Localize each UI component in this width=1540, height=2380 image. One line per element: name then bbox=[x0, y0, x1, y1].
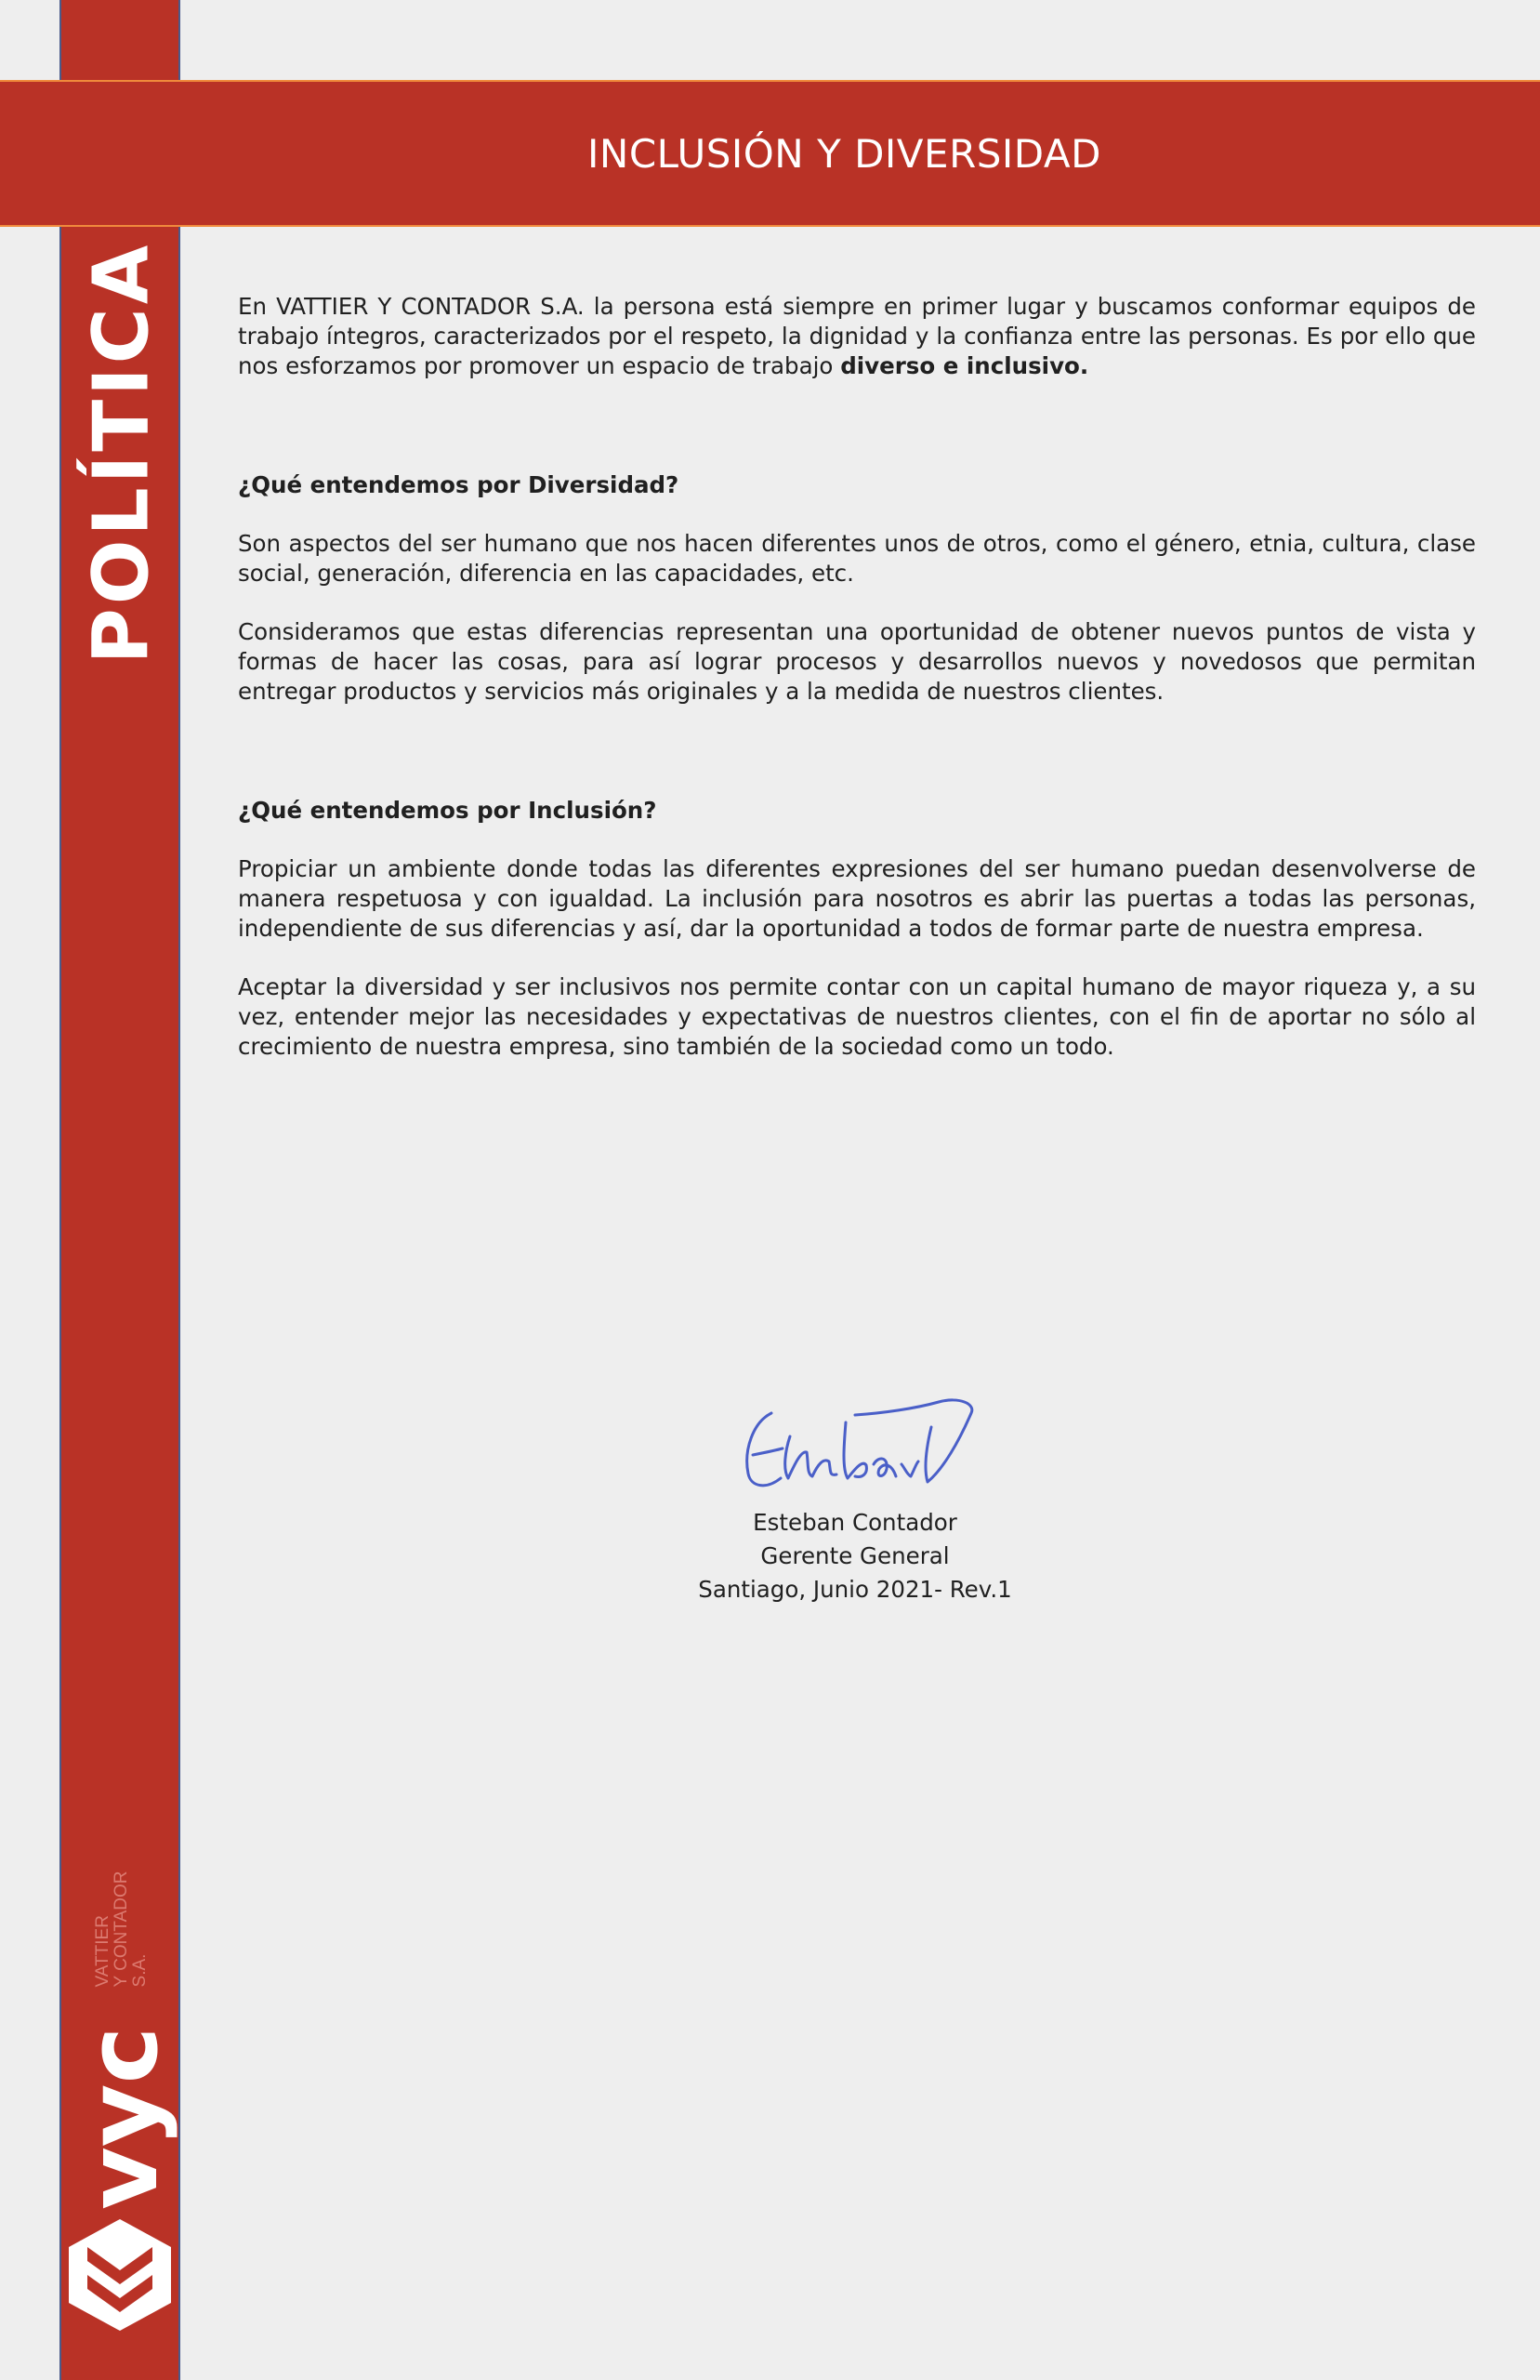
logo-text-line: Y CONTADOR bbox=[112, 1871, 131, 1988]
company-logo bbox=[59, 1873, 180, 2338]
page-title: INCLUSIÓN Y DIVERSIDAD bbox=[587, 130, 1101, 177]
intro-text: En VATTIER Y CONTADOR S.A. la persona está siempre en primer lugar y buscamos conformar equipos de trabajo íntegros, caracterizados por el respeto, la dignidad y la confianza entre las personas. Es por ello que nos esforzamos por promover un espacio de trabajo bbox=[238, 293, 1476, 379]
place-date-revision: Santiago, Junio 2021- Rev.1 bbox=[698, 1576, 1012, 1603]
intro-bold-text: diverso e inclusivo. bbox=[840, 352, 1089, 379]
diversity-paragraph-1: Son aspectos del ser humano que nos hacen diferentes unos de otros, como el género, etnia, cultura, clase social, generación, diferencia en las capacidades, etc. bbox=[238, 530, 1476, 587]
signature-block bbox=[576, 1385, 1134, 1606]
inclusion-paragraph-1: Propiciar un ambiente donde todas las diferentes expresiones del ser humano puedan desenvolverse de manera respetuosa y con igualdad. La inclusión para nosotros es abrir las puertas a todas las personas, independiente de sus diferencias y así, dar la oportunidad a todos de formar parte de nuestra empresa. bbox=[238, 855, 1476, 942]
logo-vyc-letters: vyc bbox=[66, 2026, 179, 2210]
signatory-name: Esteban Contador bbox=[753, 1509, 957, 1536]
diversity-paragraph-2: Consideramos que estas diferencias representan una oportunidad de obtener nuevos puntos de vista y formas de hacer las cosas, para así lograr procesos y desarrollos nuevos y novedosos que permitan entregar productos y servicios más originales y a la medida de nuestros clientes. bbox=[238, 618, 1476, 705]
inclusion-paragraph-2: Aceptar la diversidad y ser inclusivos nos permite contar con un capital humano de mayor riqueza y, a su vez, entender mejor las necesidades y expectativas de nuestros clientes, con el fin de aportar no sólo al crecimiento de nuestra empresa, sino también de la sociedad como un todo. bbox=[238, 973, 1476, 1060]
logo-text-line: VATTIER bbox=[93, 1915, 112, 1988]
title-bar bbox=[0, 80, 1540, 227]
intro-paragraph bbox=[238, 292, 1476, 381]
section-heading-inclusion: ¿Qué entendemos por Inclusión? bbox=[238, 797, 657, 824]
policy-body bbox=[238, 292, 1476, 1062]
signatory-role: Gerente General bbox=[760, 1542, 950, 1569]
logo-text-line: S.A. bbox=[130, 1953, 150, 1988]
section-heading-diversity: ¿Qué entendemos por Diversidad? bbox=[238, 471, 679, 498]
handwritten-signature bbox=[716, 1385, 994, 1506]
sidebar-label: POLÍTICA bbox=[77, 241, 166, 665]
